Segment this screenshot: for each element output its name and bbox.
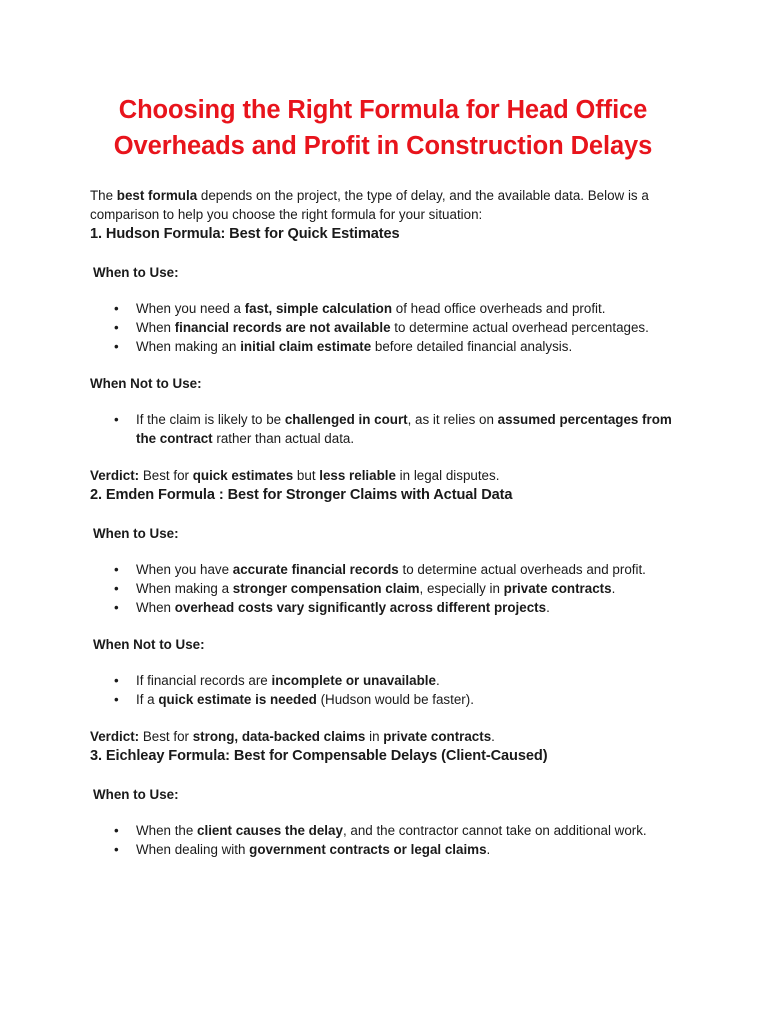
list-item: • When financial records are not available to determine actual overhead percentages. (90, 318, 676, 337)
document-title (90, 92, 676, 164)
hudson-when-label: When to Use: (93, 265, 179, 280)
list-item: • When you have accurate financial records to determine actual overheads and profit. (90, 560, 676, 579)
list-item: • When you need a fast, simple calculation of head office overheads and profit. (90, 299, 676, 318)
hudson-not-label: When Not to Use: (90, 376, 202, 391)
hudson-verdict: Verdict: Best for quick estimates but less reliable in legal disputes. (90, 468, 500, 483)
intro-paragraph: The best formula depends on the project, the type of delay, and the available data. Below is a comparison to help you choose the right formula for your situation: (90, 188, 649, 222)
emden-not-list (90, 671, 676, 709)
list-item: • When overhead costs vary significantly across different projects. (90, 598, 676, 617)
emden-verdict: Verdict: Best for strong, data-backed claims in private contracts. (90, 729, 495, 744)
section-hudson-heading: 1. Hudson Formula: Best for Quick Estimates (90, 226, 400, 242)
list-item: • If financial records are incomplete or unavailable. (90, 671, 676, 690)
eichleay-when-label: When to Use: (93, 787, 179, 802)
emden-not-label: When Not to Use: (93, 637, 205, 652)
list-item: • When dealing with government contracts or legal claims. (90, 840, 676, 859)
list-item: • If the claim is likely to be challenged in court, as it relies on assumed percentages from the contract rather than actual data. (90, 410, 676, 448)
emden-when-list (90, 560, 676, 617)
list-item: • When making an initial claim estimate before detailed financial analysis. (90, 337, 676, 356)
eichleay-when-list (90, 821, 676, 859)
section-eichleay-heading: 3. Eichleay Formula: Best for Compensable Delays (Client-Caused) (90, 748, 548, 764)
list-item: • When the client causes the delay, and the contractor cannot take on additional work. (90, 821, 676, 840)
section-emden-heading: 2. Emden Formula : Best for Stronger Claims with Actual Data (90, 487, 513, 503)
emden-when-label: When to Use: (93, 526, 179, 541)
title-line-1: Choosing the Right Formula for Head Office (118, 96, 648, 124)
hudson-not-list (90, 410, 676, 448)
title-line-2: Overheads and Profit in Construction Delays (113, 132, 653, 160)
list-item: • When making a stronger compensation claim, especially in private contracts. (90, 579, 676, 598)
list-item: • If a quick estimate is needed (Hudson would be faster). (90, 690, 676, 709)
hudson-when-list (90, 299, 676, 356)
